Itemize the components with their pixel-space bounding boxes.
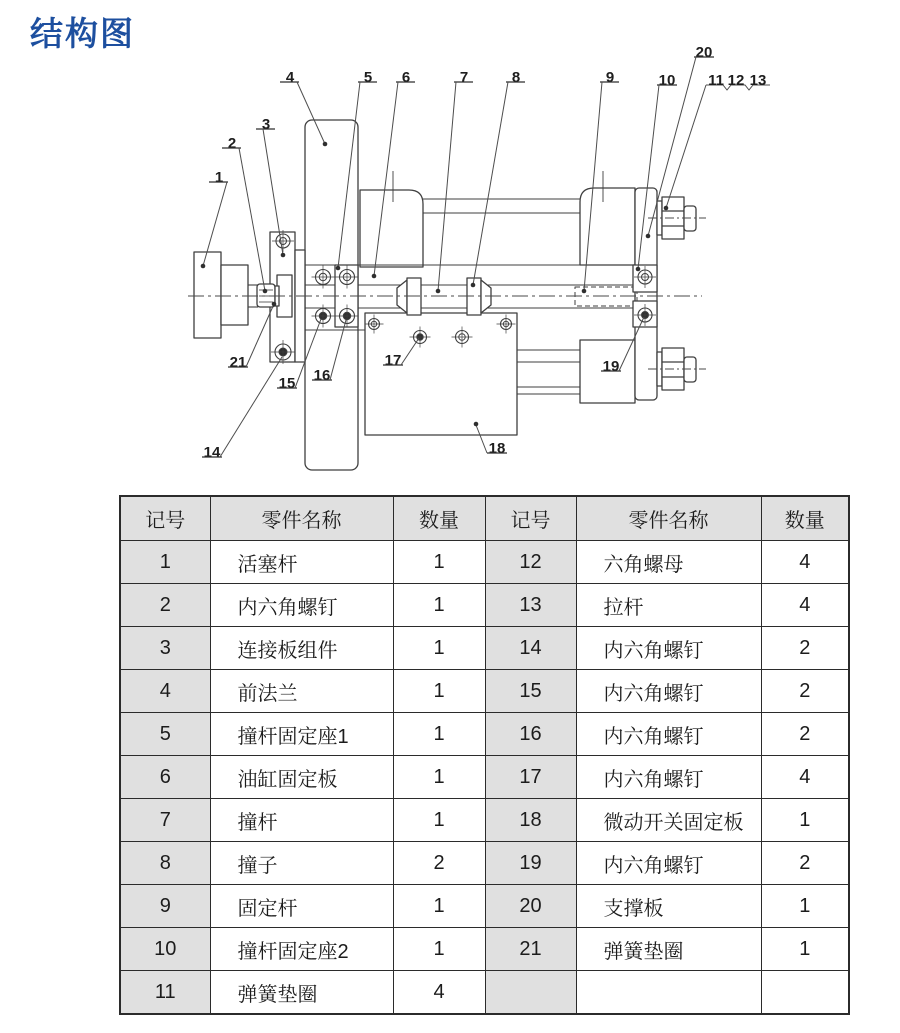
- qty-cell: 2: [761, 842, 849, 885]
- qty-cell: 1: [393, 928, 485, 971]
- part-name-cell: 支撑板: [576, 885, 761, 928]
- qty-cell: [761, 971, 849, 1015]
- part-name-cell: 内六角螺钉: [576, 670, 761, 713]
- mark-cell: 5: [120, 713, 210, 756]
- qty-cell: 2: [761, 670, 849, 713]
- svg-text:9: 9: [605, 69, 615, 86]
- part-name-cell: 撞杆固定座2: [210, 928, 393, 971]
- table-row: [120, 799, 849, 842]
- qty-cell: 2: [761, 627, 849, 670]
- mark-cell: 13: [485, 584, 576, 627]
- svg-text:13: 13: [749, 72, 767, 89]
- mark-cell: [485, 971, 576, 1015]
- svg-text:4: 4: [285, 69, 295, 86]
- mark-cell: 8: [120, 842, 210, 885]
- svg-text:10: 10: [658, 72, 676, 89]
- piston-rod-adapter: [221, 265, 248, 325]
- table-row: [120, 670, 849, 713]
- svg-text:15: 15: [278, 375, 296, 392]
- qty-cell: 1: [393, 541, 485, 584]
- part-name-cell: 六角螺母: [576, 541, 761, 584]
- part-name-cell: 拉杆: [576, 584, 761, 627]
- mark-cell: 7: [120, 799, 210, 842]
- qty-cell: 1: [393, 885, 485, 928]
- part-name-cell: 弹簧垫圈: [576, 928, 761, 971]
- piston-rod-end-block: [194, 252, 221, 338]
- part-name-cell: [576, 971, 761, 1015]
- header-cell: 零件名称: [210, 496, 393, 541]
- assembly-drawing: [194, 120, 696, 470]
- mark-cell: 2: [120, 584, 210, 627]
- svg-text:3: 3: [261, 116, 271, 133]
- table-row: [120, 842, 849, 885]
- svg-text:2: 2: [227, 135, 237, 152]
- part-name-cell: 撞子: [210, 842, 393, 885]
- page-title: 结构图: [30, 15, 135, 52]
- part-name-cell: 撞杆固定座1: [210, 713, 393, 756]
- part-name-cell: 内六角螺钉: [576, 713, 761, 756]
- mark-cell: 1: [120, 541, 210, 584]
- callout-11: [708, 72, 724, 89]
- table-row: [120, 713, 849, 756]
- parts-table-header-row: [120, 496, 849, 541]
- svg-text:6: 6: [401, 69, 411, 86]
- mark-cell: 21: [485, 928, 576, 971]
- table-row: [120, 885, 849, 928]
- mark-cell: 20: [485, 885, 576, 928]
- header-cell: 记号: [120, 496, 210, 541]
- part-name-cell: 活塞杆: [210, 541, 393, 584]
- qty-cell: 1: [393, 627, 485, 670]
- svg-text:16: 16: [313, 367, 331, 384]
- qty-cell: 1: [393, 670, 485, 713]
- part-name-cell: 内六角螺钉: [210, 584, 393, 627]
- mark-cell: 19: [485, 842, 576, 885]
- mark-cell: 18: [485, 799, 576, 842]
- mark-cell: 4: [120, 670, 210, 713]
- table-row: [120, 928, 849, 971]
- header-cell: 数量: [393, 496, 485, 541]
- part-name-cell: 内六角螺钉: [576, 756, 761, 799]
- svg-text:8: 8: [511, 69, 521, 86]
- mark-cell: 11: [120, 971, 210, 1015]
- mark-cell: 16: [485, 713, 576, 756]
- bumper-shapes: [397, 278, 491, 315]
- part-name-cell: 微动开关固定板: [576, 799, 761, 842]
- svg-text:11: 11: [708, 72, 724, 89]
- mark-cell: 3: [120, 627, 210, 670]
- svg-text:14: 14: [203, 444, 221, 461]
- part-name-cell: 内六角螺钉: [576, 842, 761, 885]
- header-cell: 记号: [485, 496, 576, 541]
- qty-cell: 1: [393, 756, 485, 799]
- qty-cell: 1: [761, 799, 849, 842]
- callout-8: [471, 69, 525, 287]
- table-row: [120, 627, 849, 670]
- callout-14: [202, 357, 282, 461]
- cylinder-right-top-block: [580, 188, 635, 265]
- mark-cell: 14: [485, 627, 576, 670]
- cylinder-mid-block: [360, 190, 423, 267]
- part-name-cell: 撞杆: [210, 799, 393, 842]
- qty-cell: 2: [761, 713, 849, 756]
- parts-table: [119, 495, 850, 1015]
- qty-cell: 1: [393, 584, 485, 627]
- svg-text:21: 21: [229, 354, 247, 371]
- micro-switch-plate-shape: [365, 313, 517, 435]
- header-cell: 数量: [761, 496, 849, 541]
- callout-12: [728, 72, 745, 89]
- qty-cell: 1: [761, 885, 849, 928]
- svg-text:20: 20: [695, 44, 713, 61]
- qty-cell: 1: [761, 928, 849, 971]
- part-name-cell: 内六角螺钉: [576, 627, 761, 670]
- qty-cell: 4: [761, 541, 849, 584]
- part-name-cell: 弹簧垫圈: [210, 971, 393, 1015]
- svg-text:1: 1: [214, 169, 224, 186]
- table-row: [120, 756, 849, 799]
- header-cell: 零件名称: [576, 496, 761, 541]
- svg-text:17: 17: [384, 352, 402, 369]
- mark-cell: 17: [485, 756, 576, 799]
- mark-cell: 12: [485, 541, 576, 584]
- qty-cell: 1: [393, 799, 485, 842]
- svg-text:18: 18: [488, 440, 506, 457]
- mark-cell: 15: [485, 670, 576, 713]
- centerline-ticks: [393, 171, 603, 202]
- svg-text:19: 19: [602, 358, 620, 375]
- structure-diagram: [0, 0, 900, 492]
- support-plate-shape: [635, 188, 657, 400]
- part-name-cell: 油缸固定板: [210, 756, 393, 799]
- svg-text:12: 12: [727, 72, 745, 89]
- svg-text:5: 5: [363, 69, 373, 86]
- qty-cell: 4: [761, 756, 849, 799]
- mark-cell: 6: [120, 756, 210, 799]
- callout-11-12-13-bracket: [664, 85, 770, 210]
- part-name-cell: 连接板组件: [210, 627, 393, 670]
- qty-cell: 4: [393, 971, 485, 1015]
- table-row: [120, 584, 849, 627]
- qty-cell: 4: [761, 584, 849, 627]
- callout-7: [436, 69, 473, 293]
- svg-text:7: 7: [459, 69, 469, 86]
- part-name-cell: 前法兰: [210, 670, 393, 713]
- mark-cell: 10: [120, 928, 210, 971]
- table-row: [120, 541, 849, 584]
- mark-cell: 9: [120, 885, 210, 928]
- part-name-cell: 固定杆: [210, 885, 393, 928]
- callout-13: [750, 72, 767, 89]
- qty-cell: 1: [393, 713, 485, 756]
- qty-cell: 2: [393, 842, 485, 885]
- table-row: [120, 971, 849, 1015]
